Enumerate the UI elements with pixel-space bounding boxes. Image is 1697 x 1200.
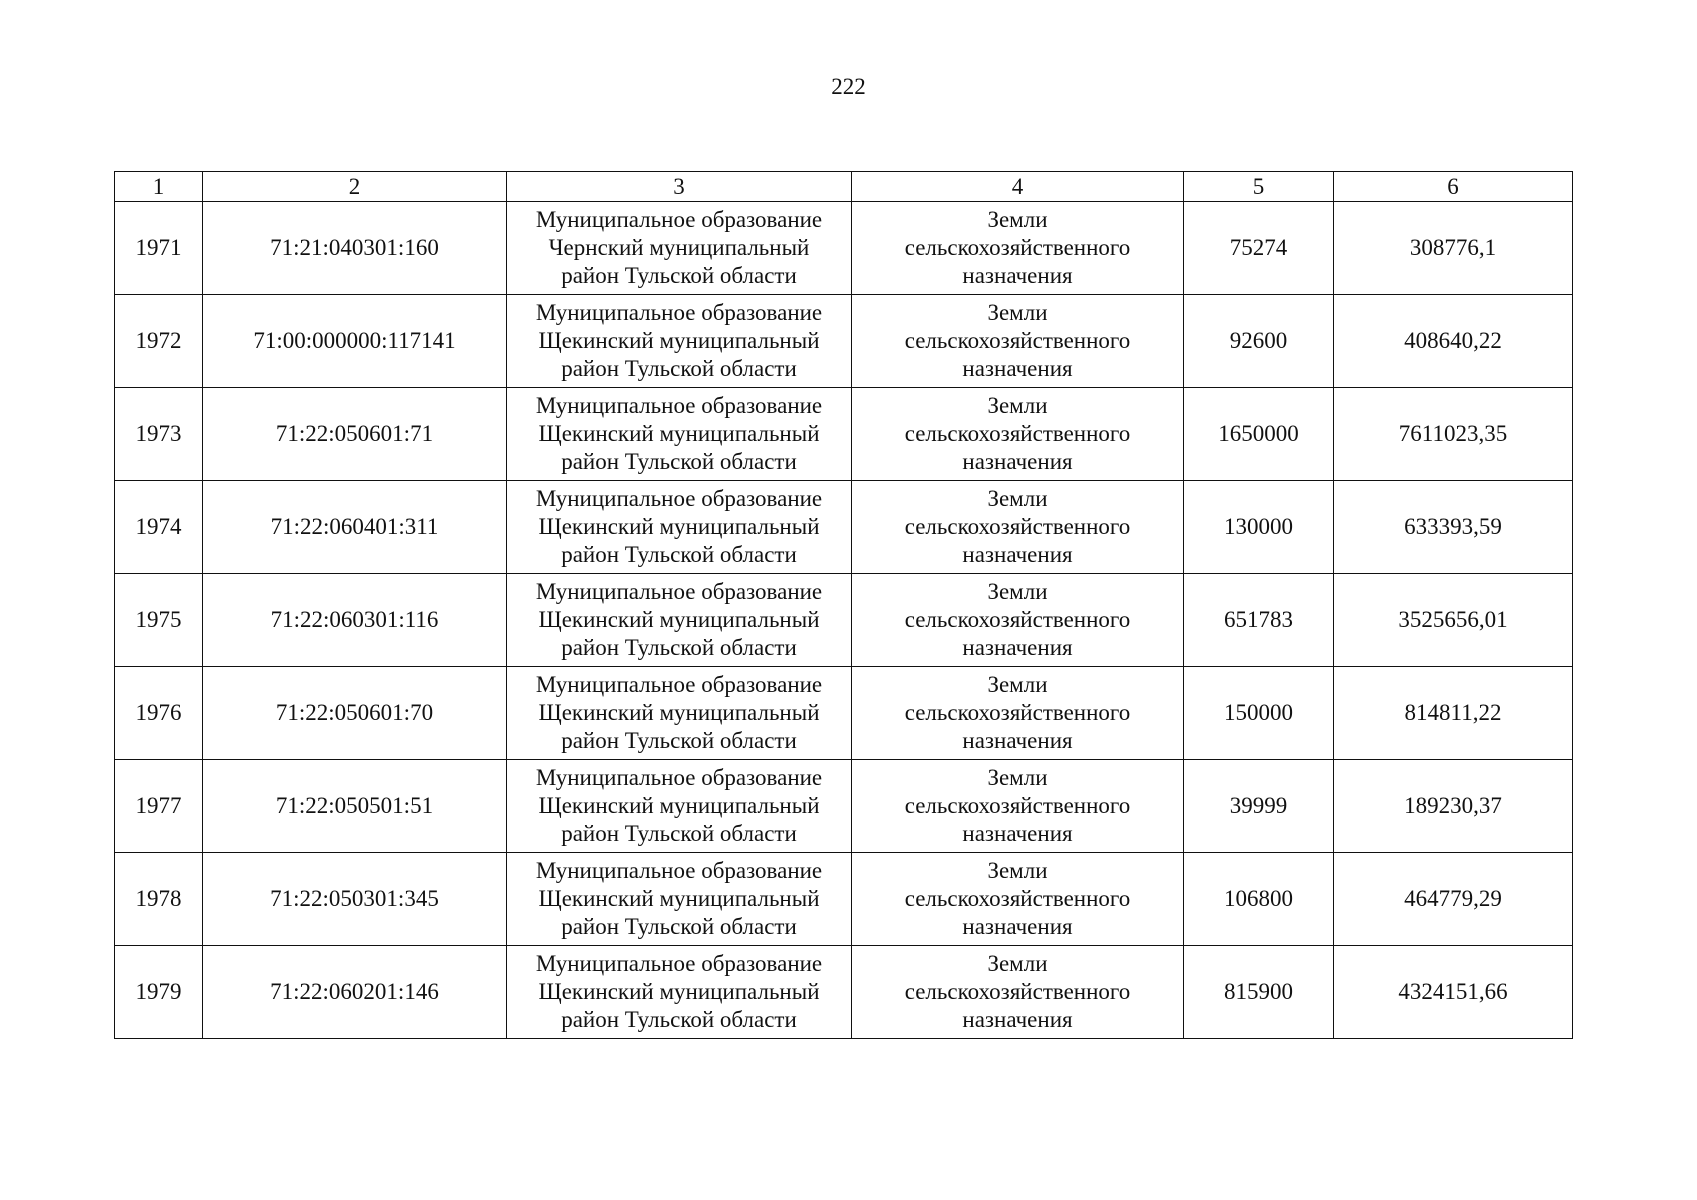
cell-land-category-line: сельскохозяйственного bbox=[904, 514, 1131, 539]
cell-owner-line: Муниципальное образование bbox=[535, 672, 823, 697]
cell-land-category-line: сельскохозяйственного bbox=[904, 793, 1131, 818]
column-header: 3 bbox=[507, 172, 852, 202]
cell-owner-line: Щекинский муниципальный bbox=[538, 700, 820, 725]
cell-cadastral-number: 71:22:060401:311 bbox=[203, 481, 507, 574]
cell-owner-line: Щекинский муниципальный bbox=[538, 607, 820, 632]
cell-land-category bbox=[852, 667, 1184, 760]
cell-number: 1977 bbox=[115, 760, 203, 853]
column-header: 4 bbox=[852, 172, 1184, 202]
cell-owner-line: Муниципальное образование bbox=[535, 300, 823, 325]
cell-area: 130000 bbox=[1184, 481, 1334, 574]
cell-land-category-line: сельскохозяйственного bbox=[904, 979, 1131, 1004]
cell-owner-line: Муниципальное образование bbox=[535, 393, 823, 418]
cell-cadastral-number: 71:22:050501:51 bbox=[203, 760, 507, 853]
column-header: 1 bbox=[115, 172, 203, 202]
cell-land-category-line: Земли bbox=[987, 765, 1048, 790]
cell-land-category-line: Земли bbox=[987, 207, 1048, 232]
cell-number: 1979 bbox=[115, 946, 203, 1039]
cell-land-category bbox=[852, 202, 1184, 295]
cell-land-category bbox=[852, 853, 1184, 946]
cell-value: 308776,1 bbox=[1334, 202, 1573, 295]
table-row bbox=[115, 202, 1573, 295]
cell-area: 92600 bbox=[1184, 295, 1334, 388]
cell-owner-line: район Тульской области bbox=[561, 263, 797, 288]
cell-owner bbox=[507, 760, 852, 853]
cell-owner-line: район Тульской области bbox=[561, 356, 797, 381]
cell-owner bbox=[507, 853, 852, 946]
cell-cadastral-number: 71:22:050301:345 bbox=[203, 853, 507, 946]
cell-value: 464779,29 bbox=[1334, 853, 1573, 946]
cell-owner-line: Муниципальное образование bbox=[535, 765, 823, 790]
cell-owner-line: Щекинский муниципальный bbox=[538, 886, 820, 911]
cell-land-category-line: Земли bbox=[987, 393, 1048, 418]
cell-land-category-line: назначения bbox=[962, 356, 1073, 381]
cell-land-category-line: назначения bbox=[962, 914, 1073, 939]
cell-land-category bbox=[852, 574, 1184, 667]
cell-area: 106800 bbox=[1184, 853, 1334, 946]
cell-value: 4324151,66 bbox=[1334, 946, 1573, 1039]
cell-land-category bbox=[852, 481, 1184, 574]
cell-owner-line: Щекинский муниципальный bbox=[538, 514, 820, 539]
table-row bbox=[115, 388, 1573, 481]
cell-area: 1650000 bbox=[1184, 388, 1334, 481]
cell-number: 1974 bbox=[115, 481, 203, 574]
cell-land-category-line: Земли bbox=[987, 486, 1048, 511]
cell-cadastral-number: 71:22:050601:70 bbox=[203, 667, 507, 760]
cell-owner-line: Щекинский муниципальный bbox=[538, 421, 820, 446]
cell-land-category-line: сельскохозяйственного bbox=[904, 421, 1131, 446]
cell-number: 1976 bbox=[115, 667, 203, 760]
cell-land-category-line: назначения bbox=[962, 449, 1073, 474]
cell-value: 408640,22 bbox=[1334, 295, 1573, 388]
cell-cadastral-number: 71:22:050601:71 bbox=[203, 388, 507, 481]
cell-value: 814811,22 bbox=[1334, 667, 1573, 760]
cell-owner bbox=[507, 202, 852, 295]
table-row bbox=[115, 295, 1573, 388]
table-row bbox=[115, 667, 1573, 760]
cell-land-category-line: сельскохозяйственного bbox=[904, 607, 1131, 632]
cell-area: 651783 bbox=[1184, 574, 1334, 667]
page-number: 222 bbox=[831, 74, 866, 99]
cell-land-category-line: назначения bbox=[962, 728, 1073, 753]
registry-table bbox=[114, 171, 1573, 1039]
table-row bbox=[115, 574, 1573, 667]
cell-land-category bbox=[852, 760, 1184, 853]
cell-land-category-line: сельскохозяйственного bbox=[904, 328, 1131, 353]
cell-land-category bbox=[852, 295, 1184, 388]
cell-owner bbox=[507, 574, 852, 667]
cell-land-category-line: назначения bbox=[962, 821, 1073, 846]
column-header: 6 bbox=[1334, 172, 1573, 202]
column-header: 2 bbox=[203, 172, 507, 202]
cell-owner-line: Муниципальное образование bbox=[535, 486, 823, 511]
cell-land-category bbox=[852, 388, 1184, 481]
cell-land-category-line: назначения bbox=[962, 1007, 1073, 1032]
cell-land-category-line: сельскохозяйственного bbox=[904, 700, 1131, 725]
cell-area: 150000 bbox=[1184, 667, 1334, 760]
column-header: 5 bbox=[1184, 172, 1334, 202]
cell-owner bbox=[507, 388, 852, 481]
cell-number: 1972 bbox=[115, 295, 203, 388]
cell-number: 1978 bbox=[115, 853, 203, 946]
cell-land-category-line: назначения bbox=[962, 635, 1073, 660]
table-header bbox=[115, 172, 1573, 202]
cell-owner-line: Щекинский муниципальный bbox=[538, 979, 820, 1004]
cell-value: 3525656,01 bbox=[1334, 574, 1573, 667]
cell-owner bbox=[507, 481, 852, 574]
cell-area: 39999 bbox=[1184, 760, 1334, 853]
table-row bbox=[115, 946, 1573, 1039]
cell-owner-line: район Тульской области bbox=[561, 542, 797, 567]
cell-owner-line: Щекинский муниципальный bbox=[538, 328, 820, 353]
cell-owner-line: Чернский муниципальный bbox=[548, 235, 810, 260]
table-row bbox=[115, 760, 1573, 853]
table-row bbox=[115, 481, 1573, 574]
cell-owner-line: район Тульской области bbox=[561, 635, 797, 660]
cell-land-category-line: назначения bbox=[962, 263, 1073, 288]
cell-land-category-line: Земли bbox=[987, 579, 1048, 604]
cell-area: 75274 bbox=[1184, 202, 1334, 295]
cell-owner-line: район Тульской области bbox=[561, 1007, 797, 1032]
header-row bbox=[115, 172, 1573, 202]
cell-owner-line: Муниципальное образование bbox=[535, 951, 823, 976]
cell-land-category bbox=[852, 946, 1184, 1039]
cell-owner-line: Муниципальное образование bbox=[535, 579, 823, 604]
cell-value: 633393,59 bbox=[1334, 481, 1573, 574]
cell-land-category-line: назначения bbox=[962, 542, 1073, 567]
cell-cadastral-number: 71:21:040301:160 bbox=[203, 202, 507, 295]
cell-owner bbox=[507, 295, 852, 388]
cell-owner-line: район Тульской области bbox=[561, 821, 797, 846]
cell-owner bbox=[507, 667, 852, 760]
table-row bbox=[115, 853, 1573, 946]
cell-owner-line: Щекинский муниципальный bbox=[538, 793, 820, 818]
cell-owner-line: Муниципальное образование bbox=[535, 207, 823, 232]
cell-owner-line: район Тульской области bbox=[561, 914, 797, 939]
cell-land-category-line: Земли bbox=[987, 300, 1048, 325]
cell-land-category-line: Земли bbox=[987, 672, 1048, 697]
cell-land-category-line: Земли bbox=[987, 858, 1048, 883]
cell-cadastral-number: 71:22:060301:116 bbox=[203, 574, 507, 667]
cell-number: 1975 bbox=[115, 574, 203, 667]
cell-owner-line: район Тульской области bbox=[561, 449, 797, 474]
cell-value: 7611023,35 bbox=[1334, 388, 1573, 481]
cell-value: 189230,37 bbox=[1334, 760, 1573, 853]
cell-land-category-line: сельскохозяйственного bbox=[904, 886, 1131, 911]
cell-cadastral-number: 71:22:060201:146 bbox=[203, 946, 507, 1039]
cell-owner bbox=[507, 946, 852, 1039]
cell-land-category-line: сельскохозяйственного bbox=[904, 235, 1131, 260]
cell-land-category-line: Земли bbox=[987, 951, 1048, 976]
table-body bbox=[115, 202, 1573, 1039]
cell-area: 815900 bbox=[1184, 946, 1334, 1039]
cell-owner-line: район Тульской области bbox=[561, 728, 797, 753]
cell-number: 1973 bbox=[115, 388, 203, 481]
cell-number: 1971 bbox=[115, 202, 203, 295]
cell-owner-line: Муниципальное образование bbox=[535, 858, 823, 883]
cell-cadastral-number: 71:00:000000:117141 bbox=[203, 295, 507, 388]
